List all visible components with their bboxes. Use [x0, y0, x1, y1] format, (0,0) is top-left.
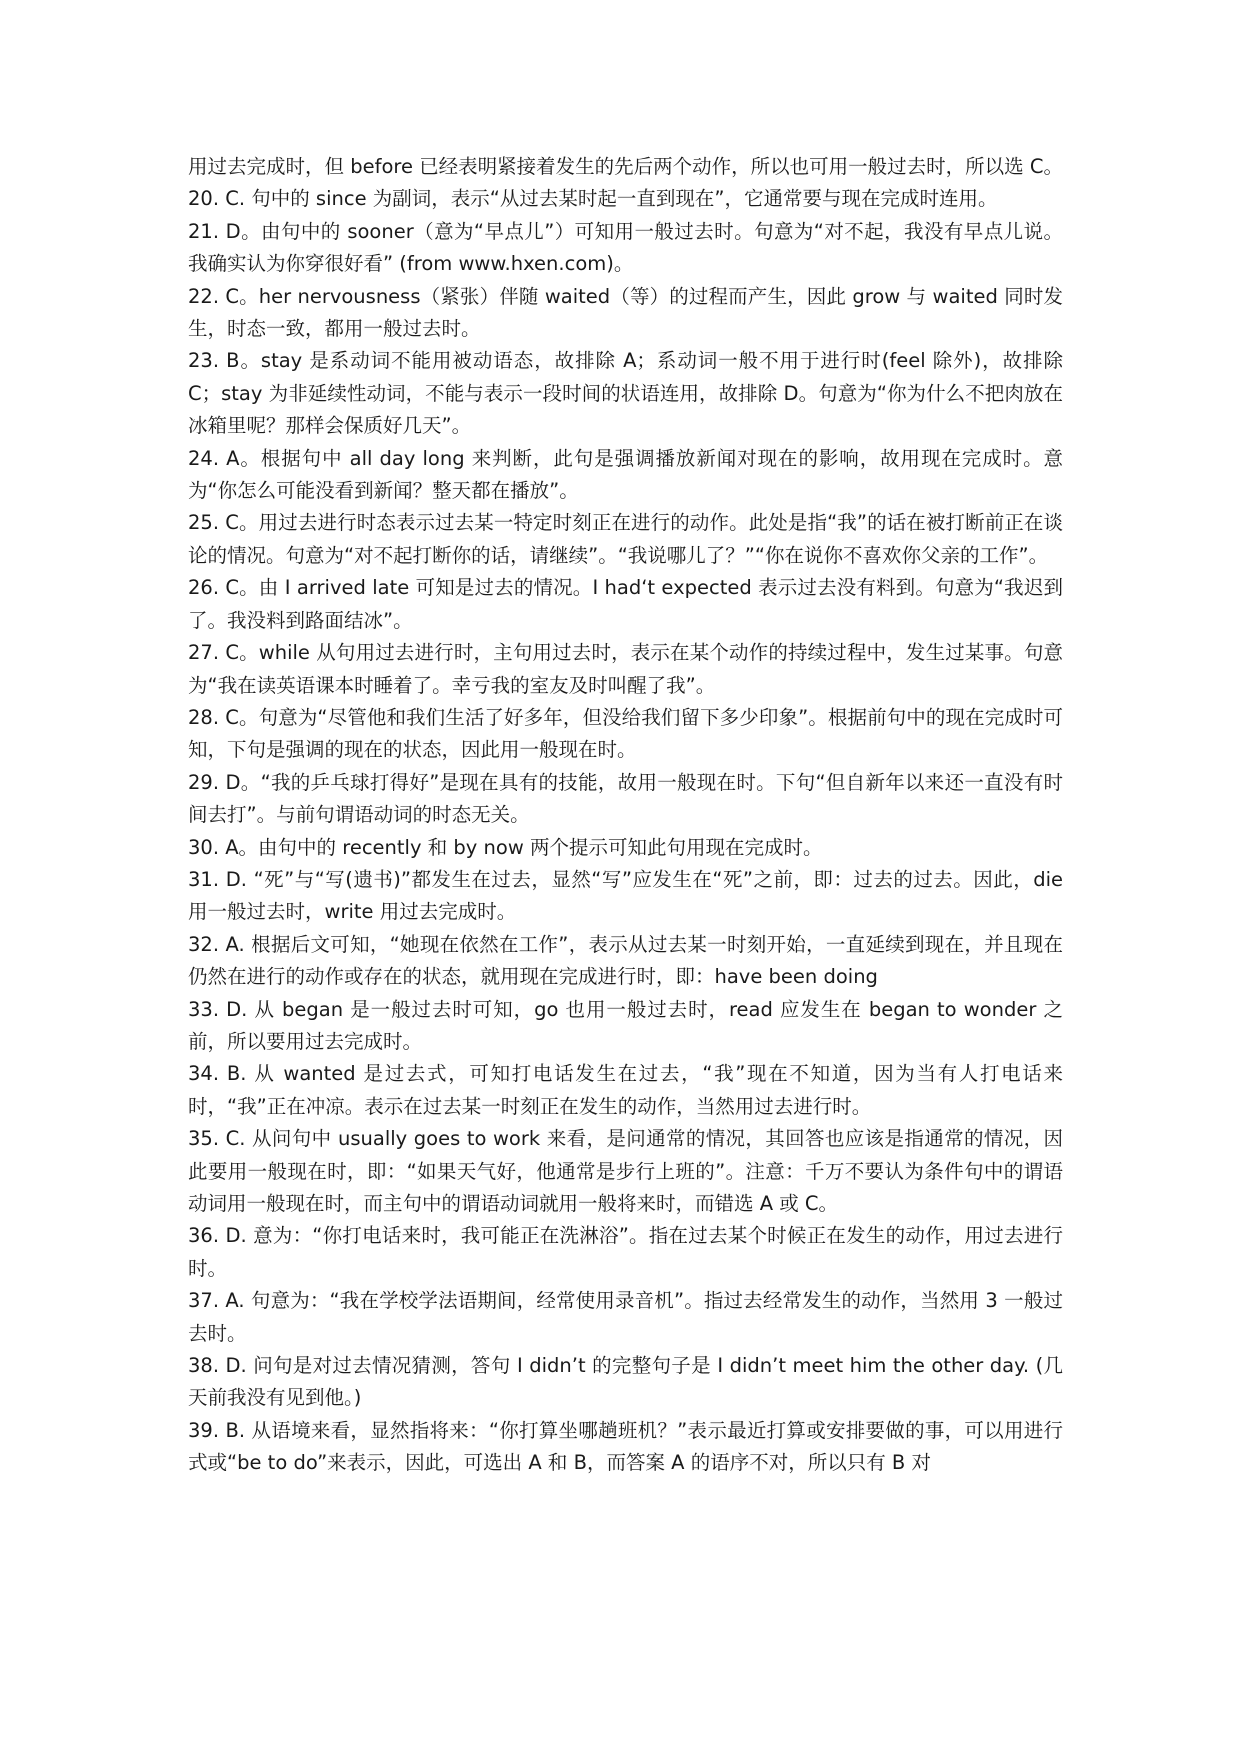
answer-31: 31. D. “死”与“写(遗书)”都发生在过去，显然“写”应发生在“死”之前，即：过去的过去。因此，die 用一般过去时，write 用过去完成时。 — [188, 867, 1063, 924]
answer-32: 32. A. 根据后文可知，“她现在依然在工作”，表示从过去某一时刻开始，一直延续到现在，并且现在仍然在进行的动作或存在的状态，就用现在完成进行时，即：have been doing — [188, 932, 1063, 989]
answer-21: 21. D。由句中的 sooner（意为“早点儿”）可知用一般过去时。句意为“对不起，我没有早点儿说。我确实认为你穿很好看” (from www.hxen.com)。 — [188, 219, 1063, 276]
answer-30: 30. A。由句中的 recently 和 by now 两个提示可知此句用现在完成时。 — [188, 835, 823, 859]
answer-29: 29. D。“我的乒乓球打得好”是现在具有的技能，故用一般现在时。下句“但自新年以来还一直没有时间去打”。与前句谓语动词的时态无关。 — [188, 770, 1063, 827]
answer-35: 35. C. 从问句中 usually goes to work 来看，是问通常的情况，其回答也应该是指通常的情况，因此要用一般现在时，即：“如果天气好，他通常是步行上班的”。注意：千万不要认为条件句中的谓语动词用一般现在时，而主句中的谓语动词就用一般将来时，而错选 A 或 C。 — [188, 1127, 1063, 1215]
answer-38: 38. D. 问句是对过去情况猜测，答句 I didn’t 的完整句子是 I didn’t meet him the other day. (几天前我没有见到他。) — [188, 1354, 1063, 1410]
answer-39: 39. B. 从语境来看，显然指将来：“你打算坐哪趟班机？”表示最近打算或安排要做的事，可以用进行式或“be to do”来表示，因此，可选出 A 和 B，而答案 A 的语序不对，所以只有 B 对 — [188, 1418, 1063, 1475]
answer-28: 28. C。句意为“尽管他和我们生活了好多年，但没给我们留下多少印象”。根据前句中的现在完成时可知，下句是强调的现在的状态，因此用一般现在时。 — [188, 705, 1063, 762]
answer-33: 33. D. 从 began 是一般过去时可知，go 也用一般过去时，read 应发生在 began to wonder 之前，所以要用过去完成时。 — [188, 997, 1063, 1053]
answer-22: 22. C。her nervousness（紧张）伴随 waited（等）的过程而产生，因此 grow 与 waited 同时发生，时态一致，都用一般过去时。 — [188, 284, 1063, 341]
paragraph-continuation: 用过去完成时，但 before 已经表明紧接着发生的先后两个动作，所以也可用一般过去时，所以选 C。 — [188, 155, 1063, 178]
answer-27: 27. C。while 从句用过去进行时，主句用过去时，表示在某个动作的持续过程中，发生过某事。句意为“我在读英语课本时睡着了。幸亏我的室友及时叫醒了我”。 — [188, 641, 1063, 697]
answer-24: 24. A。根据句中 all day long 来判断，此句是强调播放新闻对现在的影响，故用现在完成时。意为“你怎么可能没看到新闻？整天都在播放”。 — [188, 446, 1063, 503]
answer-37: 37. A. 句意为：“我在学校学法语期间，经常使用录音机”。指过去经常发生的动作，当然用 3 一般过去时。 — [188, 1289, 1063, 1345]
answer-34: 34. B. 从 wanted 是过去式，可知打电话发生在过去，“我”现在不知道，因为当有人打电话来时，“我”正在冲凉。表示在过去某一时刻正在发生的动作，当然用过去进行时。 — [188, 1062, 1063, 1118]
answer-26: 26. C。由 I arrived late 可知是过去的情况。I had‘t expected 表示过去没有料到。句意为“我迟到了。我没料到路面结冰”。 — [188, 576, 1063, 632]
answer-explanations — [188, 151, 1063, 1480]
answer-25: 25. C。用过去进行时态表示过去某一特定时刻正在进行的动作。此处是指“我”的话在被打断前正在谈论的情况。句意为“对不起打断你的话，请继续”。“我说哪儿了？”“你在说你不喜欢你父亲的工作”。 — [188, 511, 1063, 567]
answer-20: 20. C. 句中的 since 为副词，表示“从过去某时起一直到现在”，它通常要与现在完成时连用。 — [188, 187, 998, 211]
answer-23: 23. B。stay 是系动词不能用被动语态，故排除 A；系动词一般不用于进行时(feel 除外)，故排除 C；stay 为非延续性动词，不能与表示一段时间的状语连用，故排除 D。句意为“你为什么不把肉放在冰箱里呢？那样会保质好几天”。 — [188, 349, 1063, 438]
answer-36: 36. D. 意为：“你打电话来时，我可能正在洗淋浴”。指在过去某个时候正在发生的动作，用过去进行时。 — [188, 1224, 1063, 1280]
